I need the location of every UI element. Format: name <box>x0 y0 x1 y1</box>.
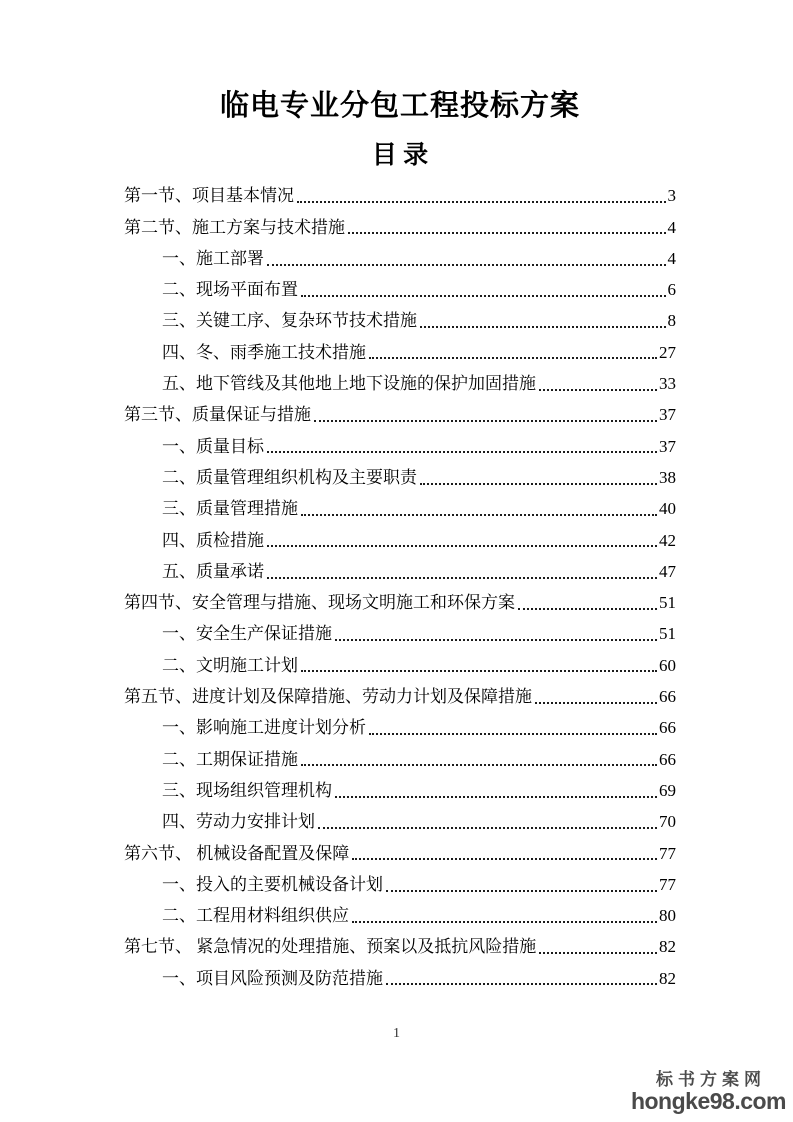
toc-leader-dots <box>352 921 657 923</box>
toc-entry-page-number: 66 <box>659 749 676 769</box>
toc-entry-label: 三、现场组织管理机构 <box>162 780 332 800</box>
toc-leader-dots <box>420 326 666 328</box>
toc-entry <box>124 362 676 393</box>
toc-entry <box>124 237 676 268</box>
toc-entry-label: 五、质量承诺 <box>162 561 264 581</box>
toc-entry <box>124 926 676 957</box>
toc-entry-label: 第一节、项目基本情况 <box>124 186 294 206</box>
toc-leader-dots <box>348 232 666 234</box>
toc-leader-dots <box>267 264 666 266</box>
watermark <box>631 1071 786 1113</box>
toc-entry-page-number: 82 <box>659 937 676 957</box>
toc-leader-dots <box>420 483 657 485</box>
toc-entry-page-number: 66 <box>659 718 676 738</box>
toc-list <box>124 175 676 989</box>
toc-entry <box>124 206 676 237</box>
toc-entry <box>124 488 676 519</box>
toc-leader-dots <box>335 639 657 641</box>
toc-entry-label: 第二节、施工方案与技术措施 <box>124 217 345 237</box>
toc-entry-page-number: 4 <box>667 217 676 237</box>
toc-entry-page-number: 80 <box>659 906 676 926</box>
toc-leader-dots <box>297 201 666 203</box>
toc-entry-label: 三、关键工序、复杂环节技术措施 <box>162 311 417 331</box>
toc-entry <box>124 675 676 706</box>
toc-leader-dots <box>539 952 657 954</box>
toc-leader-dots <box>301 514 657 516</box>
toc-entry <box>124 613 676 644</box>
toc-entry-page-number: 37 <box>659 436 676 456</box>
toc-entry-label: 一、影响施工进度计划分析 <box>162 718 366 738</box>
toc-leader-dots <box>539 389 657 391</box>
toc-entry-page-number: 27 <box>659 342 676 362</box>
page-content <box>124 0 676 988</box>
toc-entry-page-number: 42 <box>659 530 676 550</box>
toc-entry-label: 二、文明施工计划 <box>162 655 298 675</box>
toc-entry-label: 三、质量管理措施 <box>162 499 298 519</box>
toc-leader-dots <box>267 451 657 453</box>
toc-leader-dots <box>301 764 657 766</box>
toc-leader-dots <box>267 577 657 579</box>
toc-entry <box>124 832 676 863</box>
toc-leader-dots <box>518 608 657 610</box>
toc-entry-label: 二、质量管理组织机构及主要职责 <box>162 467 417 487</box>
toc-leader-dots <box>369 357 657 359</box>
toc-entry-label: 第四节、安全管理与措施、现场文明施工和环保方案 <box>124 593 515 613</box>
watermark-site-url: hongke98.com <box>630 1087 786 1114</box>
toc-entry-label: 一、投入的主要机械设备计划 <box>162 874 383 894</box>
toc-entry <box>124 175 676 206</box>
toc-entry-page-number: 6 <box>667 280 676 300</box>
toc-entry-label: 二、工程用材料组织供应 <box>162 906 349 926</box>
toc-entry-label: 第七节、 紧急情况的处理措施、预案以及抵抗风险措施 <box>124 937 537 957</box>
toc-entry-label: 四、劳动力安排计划 <box>162 812 315 832</box>
toc-entry <box>124 425 676 456</box>
toc-leader-dots <box>386 890 657 892</box>
toc-leader-dots <box>314 420 657 422</box>
toc-entry <box>124 863 676 894</box>
toc-entry-page-number: 77 <box>659 874 676 894</box>
toc-entry-page-number: 51 <box>659 593 676 613</box>
toc-entry <box>124 769 676 800</box>
toc-entry <box>124 707 676 738</box>
toc-entry <box>124 582 676 613</box>
toc-entry-page-number: 8 <box>667 311 676 331</box>
toc-entry-page-number: 69 <box>659 780 676 800</box>
toc-heading: 目 录 <box>371 141 429 169</box>
toc-leader-dots <box>335 796 657 798</box>
toc-entry-page-number: 66 <box>659 687 676 707</box>
toc-entry-label: 一、项目风险预测及防范措施 <box>162 968 383 988</box>
toc-entry <box>124 300 676 331</box>
toc-entry <box>124 895 676 926</box>
toc-entry-label: 一、施工部署 <box>162 248 264 268</box>
toc-entry-label: 一、安全生产保证措施 <box>162 624 332 644</box>
toc-entry <box>124 957 676 988</box>
toc-entry-label: 第五节、进度计划及保障措施、劳动力计划及保障措施 <box>124 687 532 707</box>
toc-entry <box>124 738 676 769</box>
toc-leader-dots <box>352 858 657 860</box>
toc-entry-label: 五、地下管线及其他地上地下设施的保护加固措施 <box>162 374 536 394</box>
toc-entry-page-number: 33 <box>659 374 676 394</box>
toc-entry-page-number: 37 <box>659 405 676 425</box>
watermark-site-name: 标书方案网 <box>655 1070 766 1090</box>
document-title: 临电专业分包工程投标方案 <box>219 90 580 122</box>
toc-leader-dots <box>318 827 657 829</box>
toc-leader-dots <box>267 545 657 547</box>
toc-entry-label: 第六节、 机械设备配置及保障 <box>124 843 350 863</box>
toc-entry-label: 二、现场平面布置 <box>162 280 298 300</box>
toc-entry-page-number: 40 <box>659 499 676 519</box>
toc-entry-page-number: 47 <box>659 561 676 581</box>
toc-entry-page-number: 3 <box>667 186 676 206</box>
toc-entry <box>124 801 676 832</box>
toc-entry-page-number: 4 <box>667 248 676 268</box>
toc-leader-dots <box>301 670 657 672</box>
toc-entry <box>124 269 676 300</box>
toc-entry-page-number: 51 <box>659 624 676 644</box>
toc-leader-dots <box>369 733 657 735</box>
toc-entry <box>124 331 676 362</box>
toc-entry-label: 二、工期保证措施 <box>162 749 298 769</box>
toc-entry-page-number: 60 <box>659 655 676 675</box>
toc-entry <box>124 456 676 487</box>
toc-entry-page-number: 82 <box>659 968 676 988</box>
toc-entry <box>124 519 676 550</box>
toc-leader-dots <box>535 702 657 704</box>
toc-entry-page-number: 38 <box>659 467 676 487</box>
toc-leader-dots <box>301 295 666 297</box>
toc-entry-page-number: 70 <box>659 812 676 832</box>
toc-entry-label: 四、质检措施 <box>162 530 264 550</box>
toc-entry <box>124 550 676 581</box>
toc-entry <box>124 644 676 675</box>
toc-leader-dots <box>386 983 657 985</box>
toc-entry <box>124 394 676 425</box>
toc-entry-label: 四、冬、雨季施工技术措施 <box>162 342 366 362</box>
toc-entry-label: 第三节、质量保证与措施 <box>124 405 311 425</box>
footer-page-number: 1 <box>393 1026 400 1041</box>
toc-entry-page-number: 77 <box>659 843 676 863</box>
toc-entry-label: 一、质量目标 <box>162 436 264 456</box>
